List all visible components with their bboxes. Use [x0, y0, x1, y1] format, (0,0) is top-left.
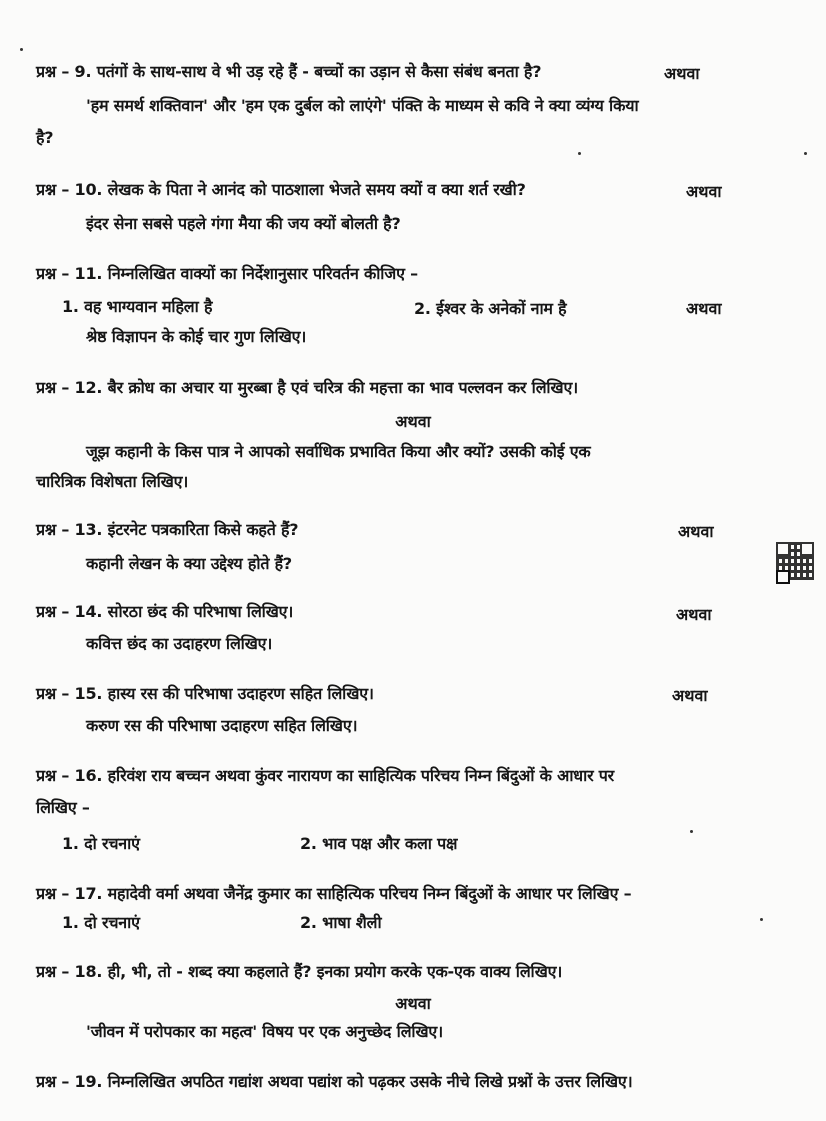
q18-alt-text: 'जीवन में परोपकार का महत्व' विषय पर एक अनुच्छेद लिखिए। — [86, 1022, 443, 1041]
q10-or-label: अथवा — [686, 182, 722, 201]
q15-alt-text: करुण रस की परिभाषा उदाहरण सहित लिखिए। — [86, 716, 358, 735]
q15-or-label: अथवा — [672, 686, 708, 705]
q12-text: प्रश्न – 12. बैर क्रोध का अचार या मुरब्बा है एवं चरित्र की महत्ता का भाव पल्लवन कर लिखिए। — [36, 378, 578, 397]
q17-item-2: 2. भाषा शैली — [300, 913, 382, 932]
scan-speck — [804, 152, 807, 155]
q18-or-label: अथवा — [395, 994, 431, 1013]
q12-alt-text-cont: चारित्रिक विशेषता लिखिए। — [36, 472, 189, 491]
q9-text: प्रश्न – 9. पतंगों के साथ-साथ वे भी उड़ रहे हैं - बच्चों का उड़ान से कैसा संबंध बनता है? — [36, 62, 542, 81]
q11-item-1: 1. वह भाग्यवान महिला है — [62, 297, 213, 316]
q14-alt-text: कवित्त छंद का उदाहरण लिखिए। — [86, 634, 273, 653]
scan-speck — [690, 830, 693, 833]
q11-item-2: 2. ईश्वर के अनेकों नाम है — [414, 299, 567, 318]
q13-text: प्रश्न – 13. इंटरनेट पत्रकारिता किसे कहते हैं? — [36, 520, 299, 539]
q12-alt-text: जूझ कहानी के किस पात्र ने आपको सर्वाधिक प्रभावित किया और क्यों? उसकी कोई एक — [86, 442, 591, 461]
q18-text: प्रश्न – 18. ही, भी, तो - शब्द क्या कहलाते हैं? इनका प्रयोग करके एक-एक वाक्य लिखिए। — [36, 962, 563, 981]
q13-alt-text: कहानी लेखन के क्या उद्देश्य होते हैं? — [86, 554, 292, 573]
scan-speck — [760, 918, 763, 921]
q11-text: प्रश्न – 11. निम्नलिखित वाक्यों का निर्देशानुसार परिवर्तन कीजिए – — [36, 264, 418, 283]
q17-text: प्रश्न – 17. महादेवी वर्मा अथवा जैनेंद्र कुमार का साहित्यिक परिचय निम्न बिंदुओं के आधार पर लिखिए – — [36, 884, 632, 903]
scan-speck — [578, 152, 581, 155]
q9-or-label: अथवा — [664, 64, 700, 83]
q16-text-cont: लिखिए – — [36, 798, 90, 817]
q13-or-label: अथवा — [678, 522, 714, 541]
q12-or-label: अथवा — [395, 412, 431, 431]
q16-item-1: 1. दो रचनाएं — [62, 834, 140, 853]
q10-alt-text: इंदर सेना सबसे पहले गंगा मैया की जय क्यों बोलती है? — [86, 214, 401, 233]
q10-text: प्रश्न – 10. लेखक के पिता ने आनंद को पाठशाला भेजते समय क्यों व क्या शर्त रखी? — [36, 180, 526, 199]
q19-text: प्रश्न – 19. निम्नलिखित अपठित गद्यांश अथवा पद्यांश को पढ़कर उसके नीचे लिखे प्रश्नों के उत्तर लिखिए। — [36, 1072, 633, 1091]
q16-text: प्रश्न – 16. हरिवंश राय बच्चन अथवा कुंवर नारायण का साहित्यिक परिचय निम्न बिंदुओं के आधार पर — [36, 766, 615, 785]
q16-item-2: 2. भाव पक्ष और कला पक्ष — [300, 834, 458, 853]
q17-item-1: 1. दो रचनाएं — [62, 913, 140, 932]
q15-text: प्रश्न – 15. हास्य रस की परिभाषा उदाहरण सहित लिखिए। — [36, 684, 374, 703]
qr-code-corner — [776, 570, 790, 584]
scan-speck — [20, 48, 23, 51]
q9-alt-text-cont: है? — [36, 128, 54, 147]
q14-or-label: अथवा — [676, 605, 712, 624]
q11-alt-text: श्रेष्ठ विज्ञापन के कोई चार गुण लिखिए। — [86, 327, 307, 346]
q11-or-label: अथवा — [686, 299, 722, 318]
q14-text: प्रश्न – 14. सोरठा छंद की परिभाषा लिखिए। — [36, 602, 294, 621]
q9-alt-text: 'हम समर्थ शक्तिवान' और 'हम एक दुर्बल को लाएंगे' पंक्ति के माध्यम से कवि ने क्या व्यंग्य किया — [86, 96, 639, 115]
